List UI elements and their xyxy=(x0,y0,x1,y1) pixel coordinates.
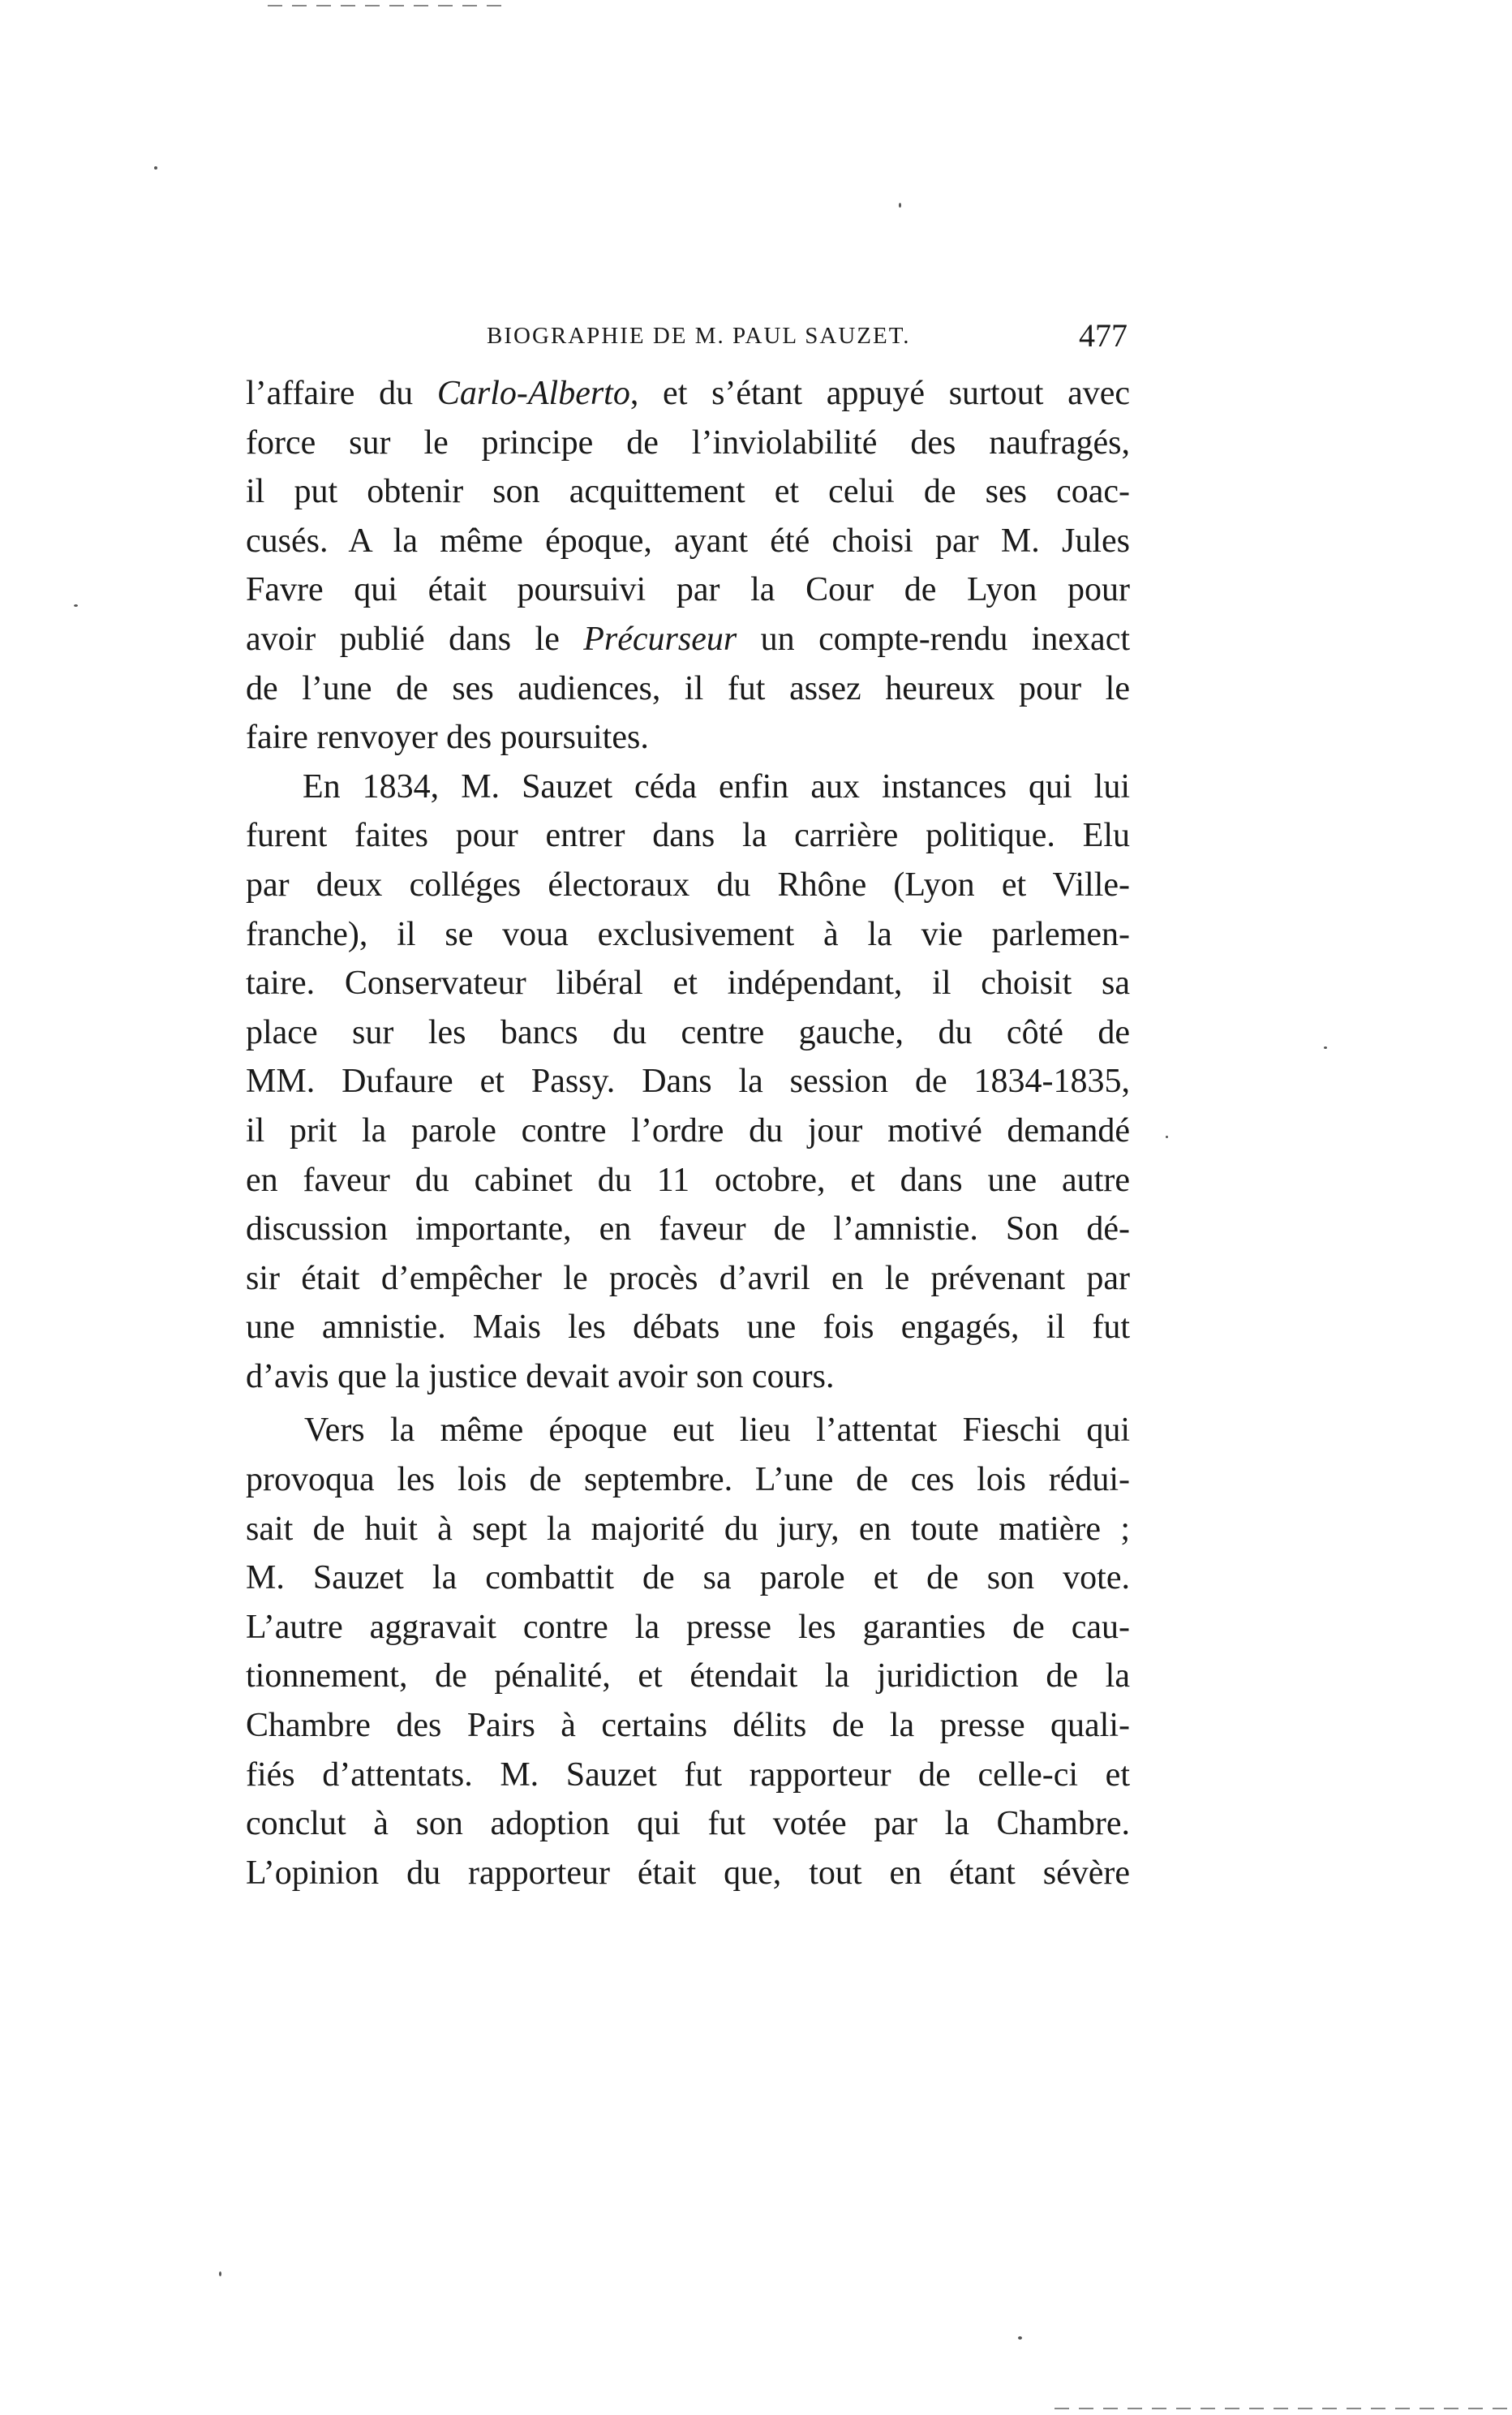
top-scan-rule xyxy=(268,5,511,6)
bottom-scan-rule xyxy=(1055,2408,1509,2409)
text-line: l’affaire du Carlo-Alberto, et s’étant appuyé surtout avec xyxy=(246,375,1131,412)
text-line: En 1834, M. Sauzet céda enfin aux instances qui lui xyxy=(303,767,1130,806)
text-line: il prit la parole contre l’ordre du jour motivé demandé xyxy=(246,1111,1130,1149)
text-line: MM. Dufaure et Passy. Dans la session de 1834-1835, xyxy=(246,1063,1130,1101)
scan-speck xyxy=(899,203,901,208)
text-line: il put obtenir son acquittement et celui de ses coac- xyxy=(246,473,1130,511)
running-head: BIOGRAPHIE DE M. PAUL SAUZET. xyxy=(487,323,911,349)
text-line: cusés. A la même époque, ayant été choisi par M. Jules xyxy=(246,522,1130,560)
text-line: faire renvoyer des poursuites. xyxy=(246,719,649,757)
text-line: sait de huit à sept la majorité du jury, en toute matière ; xyxy=(246,1510,1130,1548)
text-line: en faveur du cabinet du 11 octobre, et dans une autre xyxy=(246,1161,1130,1199)
text-line: taire. Conservateur libéral et indépendant, il choisit sa xyxy=(246,965,1130,1003)
text-line: conclut à son adoption qui fut votée par la Chambre. xyxy=(246,1805,1130,1843)
paragraph-3 xyxy=(246,1406,1130,1897)
text-line: force sur le principe de l’inviolabilité des naufragés, xyxy=(246,423,1130,462)
text-line: fiés d’attentats. M. Sauzet fut rapporteur de celle-ci et xyxy=(246,1755,1130,1794)
text-line: avoir publié dans le Précurseur un compte-rendu inexact xyxy=(246,620,1130,658)
text-line: furent faites pour entrer dans la carrière politique. Elu xyxy=(246,817,1130,855)
text-line: discussion importante, en faveur de l’amnistie. Son dé- xyxy=(246,1210,1130,1248)
text-line: L’opinion du rapporteur était que, tout en étant sévère xyxy=(246,1854,1130,1892)
paragraph-1 xyxy=(246,369,1130,763)
text-line: place sur les bancs du centre gauche, du côté de xyxy=(246,1013,1130,1051)
text-line: L’autre aggravait contre la presse les garanties de cau- xyxy=(246,1608,1130,1646)
paragraph-2 xyxy=(246,763,1130,1402)
body-text xyxy=(246,369,1130,1897)
text-line: Chambre des Pairs à certains délits de la presse quali- xyxy=(246,1707,1130,1745)
scan-speck xyxy=(1324,1046,1327,1049)
text-line: M. Sauzet la combattit de sa parole et de son vote. xyxy=(246,1559,1130,1597)
text-line: de l’une de ses audiences, il fut assez heureux pour le xyxy=(246,669,1130,707)
ship-name: Carlo-Alberto xyxy=(436,375,630,412)
text-line: Vers la même époque eut lieu l’attentat Fieschi qui xyxy=(304,1412,1130,1450)
scan-speck xyxy=(154,166,157,170)
page-header xyxy=(487,316,1128,365)
text-line: tionnement, de pénalité, et étendait la juridiction de la xyxy=(246,1657,1130,1695)
page-number: 477 xyxy=(1079,317,1128,354)
text-line: d’avis que la justice devait avoir son cours. xyxy=(246,1357,835,1395)
scan-speck xyxy=(1018,2336,1022,2340)
text-line: provoqua les lois de septembre. L’une de ces lois rédui- xyxy=(246,1461,1130,1499)
scan-speck xyxy=(1166,1136,1168,1138)
scan-speck xyxy=(219,2271,221,2276)
text-line: sir était d’empêcher le procès d’avril en le prévenant par xyxy=(246,1259,1130,1297)
text-line: franche), il se voua exclusivement à la vie parlemen- xyxy=(246,915,1130,953)
text-line: une amnistie. Mais les débats une fois engagés, il fut xyxy=(246,1308,1130,1347)
text-line: par deux colléges électoraux du Rhône (Lyon et Ville- xyxy=(246,866,1130,904)
scan-speck xyxy=(74,604,78,607)
newspaper-name: Précurseur xyxy=(583,620,737,658)
text-line: Favre qui était poursuivi par la Cour de Lyon pour xyxy=(246,571,1130,609)
